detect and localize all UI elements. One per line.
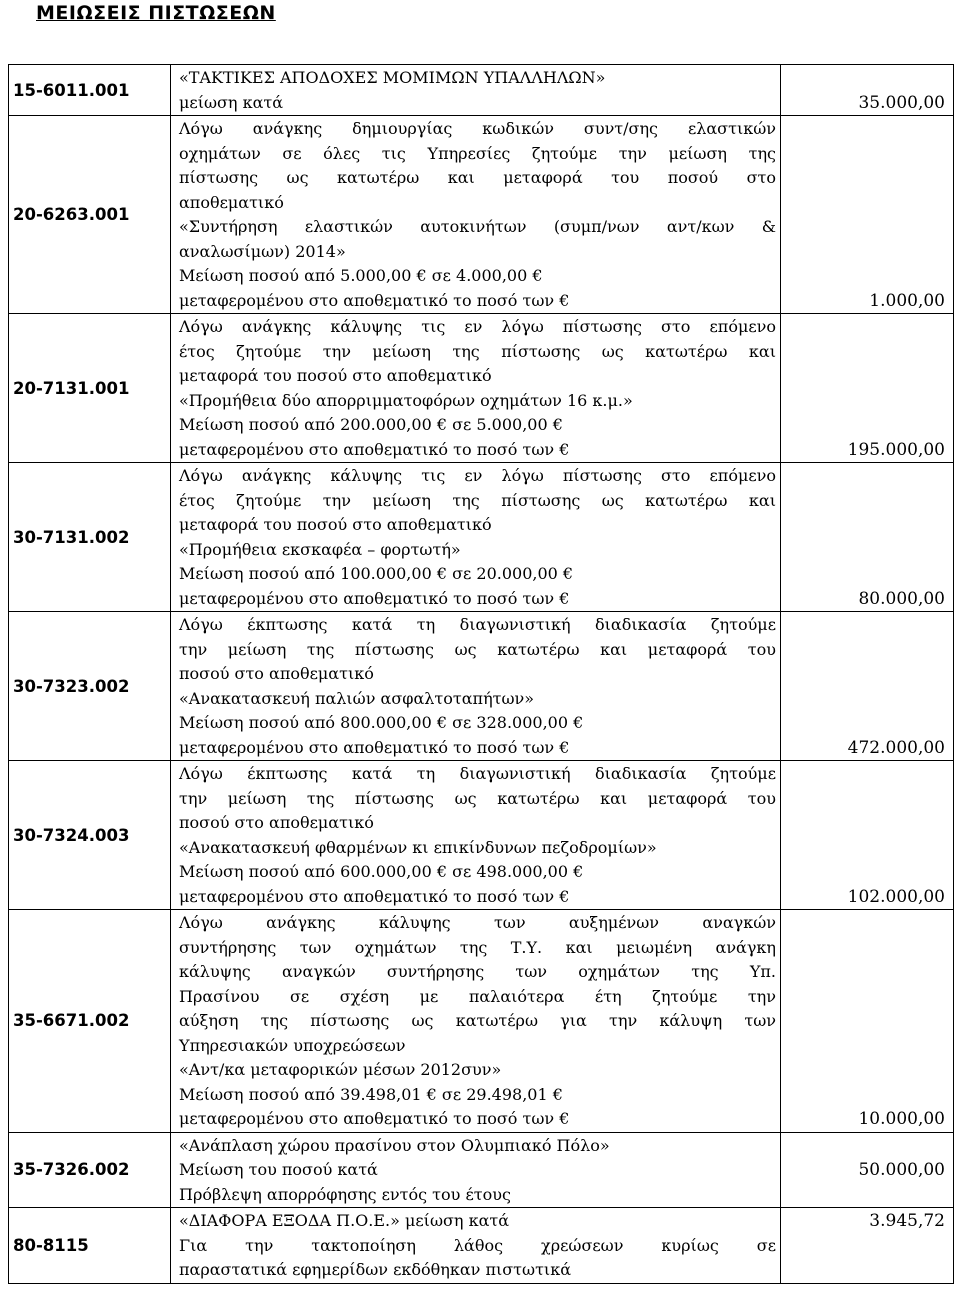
amount-spacer — [781, 166, 945, 191]
amount-cell — [781, 910, 954, 1133]
amount-cell — [781, 761, 954, 910]
account-code: 20-7131.001 — [9, 314, 171, 463]
amount-spacer — [781, 1034, 945, 1059]
table-row — [9, 1132, 954, 1208]
table-row — [9, 116, 954, 314]
description-cell — [171, 910, 781, 1133]
description-line: κάλυψης αναγκών συντήρησης των οχημάτων της Υπ. — [179, 962, 776, 981]
table-row — [9, 761, 954, 910]
amount-spacer — [781, 117, 945, 142]
amount-spacer — [781, 985, 945, 1010]
amount-spacer — [781, 811, 945, 836]
description-line: μεταφερομένου στο αποθεματικό το ποσό των € — [179, 1109, 570, 1128]
amount-spacer — [781, 240, 945, 265]
description-line: Πρασίνου σε σχέση με παλαιότερα έτη ζητούμε την — [179, 986, 776, 1006]
description-line: Λόγω ανάγκης κάλυψης των αυξημένων αναγκών — [179, 913, 776, 932]
description-cell — [171, 1132, 781, 1208]
amount-value: 3.945,72 — [869, 1211, 945, 1231]
amount-spacer — [781, 911, 945, 936]
amount-spacer — [781, 1258, 945, 1283]
table-row — [9, 1208, 954, 1284]
amount-spacer — [781, 787, 945, 812]
description-line: «Ανακατασκευή παλιών ασφαλτοταπήτων» — [179, 688, 535, 708]
amount-spacer — [781, 711, 945, 736]
amount-value: 35.000,00 — [858, 92, 945, 113]
description-line: «Ανάπλαση χώρου πρασίνου στον Ολυμπιακό Πόλο» — [179, 1135, 610, 1155]
description-line: «Προμήθεια δύο απορριμματοφόρων οχημάτων 16 κ.μ.» — [179, 390, 633, 410]
description-line: παραστατικά εφημερίδων εκδόθηκαν πιστωτικά — [179, 1260, 571, 1279]
amount-cell — [781, 116, 954, 314]
amount-spacer — [781, 638, 945, 663]
description-line: έτος ζητούμε την μείωση της πίστωσης ως κατωτέρω και — [179, 341, 776, 361]
amount-spacer — [781, 66, 945, 91]
amount-spacer — [781, 191, 945, 216]
description-line: αύξηση της πίστωσης ως κατωτέρω για την κάλυψη των — [179, 1011, 776, 1030]
amount-cell — [781, 314, 954, 463]
amount-spacer — [781, 538, 945, 563]
description-cell — [171, 65, 781, 116]
description-line: μεταφορά του ποσού στο αποθεματικό — [179, 366, 492, 385]
description-line: αποθεματικό — [179, 192, 284, 212]
amount-value: 102.000,00 — [847, 886, 945, 907]
description-line: μεταφερομένου στο αποθεματικό το ποσό των € — [179, 439, 570, 459]
description-cell — [171, 463, 781, 612]
amount-value: 1.000,00 — [869, 290, 945, 311]
page-heading: ΜΕΙΩΣΕΙΣ ΠΙΣΤΩΣΕΩΝ — [36, 2, 276, 24]
amount-spacer — [781, 662, 945, 687]
amount-spacer — [781, 562, 945, 587]
description-line: πίστωσης ως κατωτέρω και μεταφορά του ποσού στο — [179, 168, 776, 187]
amount-spacer — [781, 364, 945, 389]
amount-spacer — [781, 489, 945, 514]
description-line: μεταφερομένου στο αποθεματικό το ποσό των € — [179, 737, 570, 757]
amount-spacer — [781, 215, 945, 240]
description-line: Μείωση ποσού από 5.000,00 € σε 4.000,00 € — [179, 266, 543, 285]
description-line: «Αντ/κα μεταφορικών μέσων 2012συν» — [179, 1060, 502, 1079]
description-line: ποσού στο αποθεματικό — [179, 664, 374, 683]
description-line: Μείωση ποσού από 200.000,00 € σε 5.000,00 € — [179, 415, 563, 434]
description-line: Λόγω έκπτωσης κατά τη διαγωνιστική διαδικασία ζητούμε — [179, 764, 776, 783]
description-line: Λόγω ανάγκης δημιουργίας κωδικών συντ/σης ελαστικών — [179, 119, 776, 138]
description-line: έτος ζητούμε την μείωση της πίστωσης ως κατωτέρω και — [179, 490, 776, 510]
table-row — [9, 463, 954, 612]
amount-spacer — [781, 513, 945, 538]
description-line: Πρόβλεψη απορρόφησης εντός του έτους — [179, 1184, 511, 1204]
description-line: οχημάτων σε όλες τις Υπηρεσίες ζητούμε την μείωση της — [179, 143, 776, 163]
description-line: την μείωση της πίστωσης ως κατωτέρω και μεταφορά του — [179, 788, 776, 808]
amount-value: 10.000,00 — [858, 1109, 945, 1129]
amount-cell — [781, 65, 954, 116]
description-line: Λόγω ανάγκης κάλυψης τις εν λόγω πίστωσης στο επόμενο — [179, 317, 776, 336]
amount-spacer — [781, 142, 945, 167]
amount-spacer — [781, 687, 945, 712]
amount-spacer — [781, 836, 945, 861]
account-code: 35-7326.002 — [9, 1132, 171, 1208]
description-cell — [171, 116, 781, 314]
description-line: την μείωση της πίστωσης ως κατωτέρω και μεταφορά του — [179, 639, 776, 659]
description-line: αναλωσίμων) 2014» — [179, 241, 346, 261]
amount-spacer — [781, 762, 945, 787]
description-line: μεταφορά του ποσού στο αποθεματικό — [179, 515, 492, 534]
description-cell — [171, 314, 781, 463]
amount-spacer — [781, 1058, 945, 1083]
description-line: μεταφερομένου στο αποθεματικό το ποσό των € — [179, 290, 570, 310]
account-code: 20-6263.001 — [9, 116, 171, 314]
description-line: Μείωση ποσού από 100.000,00 € σε 20.000,00 € — [179, 564, 574, 583]
amount-spacer — [781, 264, 945, 289]
amount-value: 50.000,00 — [858, 1160, 945, 1180]
description-line: Μείωση του ποσού κατά — [179, 1160, 378, 1179]
amount-value: 472.000,00 — [847, 737, 945, 758]
account-code: 80-8115 — [9, 1208, 171, 1284]
account-code: 30-7131.002 — [9, 463, 171, 612]
amount-spacer — [781, 860, 945, 885]
amount-spacer — [781, 389, 945, 414]
description-cell — [171, 612, 781, 761]
amount-spacer — [781, 464, 945, 489]
description-line: «ΤΑΚΤΙΚΕΣ ΑΠΟΔΟΧΕΣ ΜΟΜΙΜΩΝ ΥΠΑΛΛΗΛΩΝ» — [179, 68, 606, 87]
amount-value: 195.000,00 — [847, 439, 945, 460]
credit-reductions-table — [8, 64, 954, 1284]
description-line: «Ανακατασκευή φθαρμένων κι επικίνδυνων πεζοδρομίων» — [179, 837, 657, 857]
table-row — [9, 314, 954, 463]
description-line: «Προμήθεια εκσκαφέα – φορτωτή» — [179, 539, 461, 559]
table-row — [9, 612, 954, 761]
amount-spacer — [781, 413, 945, 438]
amount-cell — [781, 612, 954, 761]
description-line: Λόγω έκπτωσης κατά τη διαγωνιστική διαδικασία ζητούμε — [179, 615, 776, 634]
table-body — [9, 65, 954, 1284]
description-cell — [171, 761, 781, 910]
amount-spacer — [781, 315, 945, 340]
description-line: Μείωση ποσού από 800.000,00 € σε 328.000,00 € — [179, 713, 584, 732]
amount-spacer — [781, 960, 945, 985]
description-line: μείωση κατά — [179, 92, 284, 112]
description-line: συντήρησης των οχημάτων της Τ.Υ. και μειωμένη ανάγκη — [179, 937, 776, 957]
table-row — [9, 910, 954, 1133]
amount-spacer — [781, 340, 945, 365]
amount-spacer — [781, 936, 945, 961]
description-line: «Συντήρηση ελαστικών αυτοκινήτων (συμπ/νων αντ/κων & — [179, 217, 776, 236]
description-line: ποσού στο αποθεματικό — [179, 813, 374, 832]
description-line: Για την τακτοποίηση λάθος χρεώσεων κυρίως σε — [179, 1235, 776, 1255]
amount-spacer — [781, 1234, 945, 1259]
description-line: Μείωση ποσού από 39.498,01 € σε 29.498,01 € — [179, 1084, 563, 1104]
description-line: μεταφερομένου στο αποθεματικό το ποσό των € — [179, 588, 570, 608]
description-line: Μείωση ποσού από 600.000,00 € σε 498.000,00 € — [179, 862, 584, 881]
table-row — [9, 65, 954, 116]
amount-spacer — [781, 1083, 945, 1108]
amount-cell — [781, 1132, 954, 1208]
account-code: 30-7323.002 — [9, 612, 171, 761]
amount-spacer — [781, 1134, 945, 1159]
description-line: μεταφερομένου στο αποθεματικό το ποσό των € — [179, 886, 570, 906]
description-line: Υπηρεσιακών υποχρεώσεων — [179, 1035, 406, 1055]
description-line: «ΔΙΑΦΟΡΑ ΕΞΟΔΑ Π.Ο.Ε.» μείωση κατά — [179, 1211, 510, 1230]
description-line: Λόγω ανάγκης κάλυψης τις εν λόγω πίστωσης στο επόμενο — [179, 466, 776, 485]
amount-spacer — [781, 1009, 945, 1034]
account-code: 15-6011.001 — [9, 65, 171, 116]
amount-spacer — [781, 1183, 945, 1208]
amount-spacer — [781, 613, 945, 638]
amount-cell — [781, 463, 954, 612]
account-code: 30-7324.003 — [9, 761, 171, 910]
amount-cell — [781, 1208, 954, 1284]
amount-value: 80.000,00 — [858, 588, 945, 609]
description-cell — [171, 1208, 781, 1284]
account-code: 35-6671.002 — [9, 910, 171, 1133]
